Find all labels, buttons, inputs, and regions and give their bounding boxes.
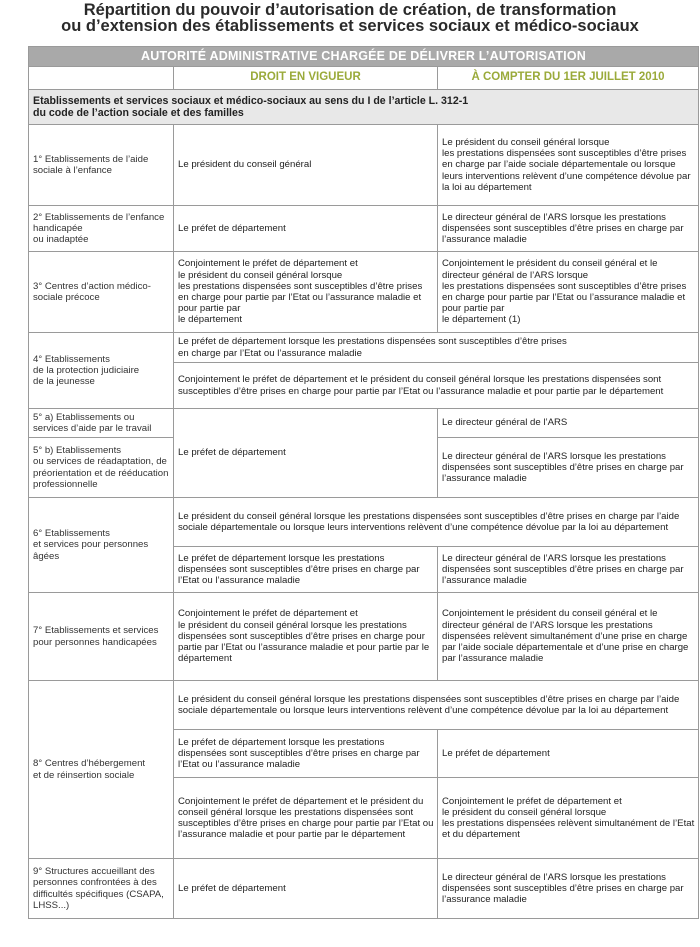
current-authority-cell: Le préfet de département: [174, 409, 438, 498]
section-header: Etablissements et services sociaux et médico-sociaux au sens du I de l’article L. 312-1 du code de l’action sociale et des familles: [29, 90, 699, 125]
future-authority-cell: Le directeur général de l’ARS: [438, 409, 699, 438]
category-cell: 4° Etablissements de la protection judiciaire de la jeunesse: [29, 333, 174, 409]
table-main-header: AUTORITÉ ADMINISTRATIVE CHARGÉE DE DÉLIVRER L’AUTORISATION: [29, 47, 699, 67]
current-authority-cell: Le préfet de département: [174, 859, 438, 919]
future-authority-cell: Le président du conseil général lorsque les prestations dispensées sont susceptibles d’être prises en charge par l’aide sociale départementale ou lorsque leurs interventions relèvent d’une compétence dévolue par la loi au département: [438, 125, 699, 206]
col-header-current: DROIT EN VIGUEUR: [174, 67, 438, 90]
category-cell: 3° Centres d’action médico-sociale précoce: [29, 252, 174, 333]
future-authority-cell: Conjointement le préfet de département et le président du conseil général lorsque les prestations dispensées relèvent simultanément de l’Etat et du département: [438, 778, 699, 859]
page-title: [0, 0, 700, 36]
current-authority-cell: Le préfet de département lorsque les prestations dispensées sont susceptibles d’être prises en charge par l’Etat ou l’assurance maladie: [174, 730, 438, 778]
col-header-future: À COMPTER DU 1ER JUILLET 2010: [438, 67, 699, 90]
empty-header-cell: [29, 67, 174, 90]
category-cell: 1° Etablissements de l’aide sociale à l’enfance: [29, 125, 174, 206]
merged-authority-cell: Le président du conseil général lorsque les prestations dispensées sont susceptibles d’être prises en charge par l’aide sociale départementale ou lorsque leurs interventions relèvent d’une compétence dévolue par la loi au département: [174, 498, 699, 547]
current-authority-cell: Conjointement le préfet de département et le président du conseil général lorsque les prestations dispensées sont susceptibles d’être prises en charge pour partie par l’Etat ou l’assurance maladie et pour partie par le département: [174, 252, 438, 333]
future-authority-cell: Conjointement le président du conseil général et le directeur général de l’ARS lorsque les prestations dispensées relèvent simultanément d’une prise en charge par l’aide sociale départementale et d’une prise en charge par l’assurance maladie: [438, 593, 699, 681]
category-cell: 8° Centres d’hébergement et de réinsertion sociale: [29, 681, 174, 859]
category-cell: 9° Structures accueillant des personnes confrontées à des difficultés spécifiques (CSAPA, LHSS...): [29, 859, 174, 919]
merged-authority-cell: Le président du conseil général lorsque les prestations dispensées sont susceptibles d’être prises en charge par l’aide sociale départementale ou lorsque leurs interventions relèvent d’une compétence dévolue par la loi au département: [174, 681, 699, 730]
current-authority-cell: Conjointement le préfet de département et le président du conseil général lorsque les prestations dispensées sont susceptibles d’être prises en charge pour partie par l’Etat ou l’assurance maladie et pour partie par le département: [174, 593, 438, 681]
category-cell: 5° a) Etablissements ou services d’aide par le travail: [29, 409, 174, 438]
current-authority-cell: Le préfet de département lorsque les prestations dispensées sont susceptibles d’être prises en charge par l’Etat ou l’assurance maladie: [174, 547, 438, 593]
current-authority-cell: Conjointement le préfet de département et le président du conseil général lorsque les prestations dispensées sont susceptibles d’être prises en charge pour partie par l’Etat ou l’assurance maladie et pour partie par le département: [174, 778, 438, 859]
merged-authority-cell: Conjointement le préfet de département et le président du conseil général lorsque les prestations dispensées sont susceptibles d’être prises en charge pour partie par l’Etat ou l’assurance maladie et pour partie par le département: [174, 363, 699, 409]
future-authority-cell: Le directeur général de l’ARS lorsque les prestations dispensées sont susceptibles d’être prises en charge par l’assurance maladie: [438, 859, 699, 919]
future-authority-cell: Le directeur général de l’ARS lorsque les prestations dispensées sont susceptibles d’être prises en charge par l’assurance maladie: [438, 547, 699, 593]
category-cell: 7° Etablissements et services pour personnes handicapées: [29, 593, 174, 681]
current-authority-cell: Le préfet de département: [174, 206, 438, 252]
title-line-2: ou d’extension des établissements et services sociaux et médico-sociaux: [61, 17, 639, 35]
category-cell: 5° b) Etablissements ou services de réadaptation, de préorientation et de rééducation professionnelle: [29, 438, 174, 498]
merged-authority-cell: Le préfet de département lorsque les prestations dispensées sont susceptibles d’être prises en charge par l’Etat ou l’assurance maladie: [174, 333, 699, 363]
category-cell: 2° Etablissements de l’enfance handicapée ou inadaptée: [29, 206, 174, 252]
current-authority-cell: Le président du conseil général: [174, 125, 438, 206]
authorization-table: [28, 46, 699, 919]
future-authority-cell: Le directeur général de l’ARS lorsque les prestations dispensées sont susceptibles d’être prises en charge par l’assurance maladie: [438, 438, 699, 498]
future-authority-cell: Le directeur général de l’ARS lorsque les prestations dispensées sont susceptibles d’être prises en charge par l’assurance maladie: [438, 206, 699, 252]
future-authority-cell: Conjointement le président du conseil général et le directeur général de l’ARS lorsque les prestations dispensées sont susceptibles d’être prises en charge pour partie par l’Etat ou l’assurance maladie et pour partie par le département (1): [438, 252, 699, 333]
category-cell: 6° Etablissements et services pour personnes âgées: [29, 498, 174, 593]
future-authority-cell: Le préfet de département: [438, 730, 699, 778]
title-line-1: Répartition du pouvoir d’autorisation de création, de transformation: [83, 1, 617, 19]
